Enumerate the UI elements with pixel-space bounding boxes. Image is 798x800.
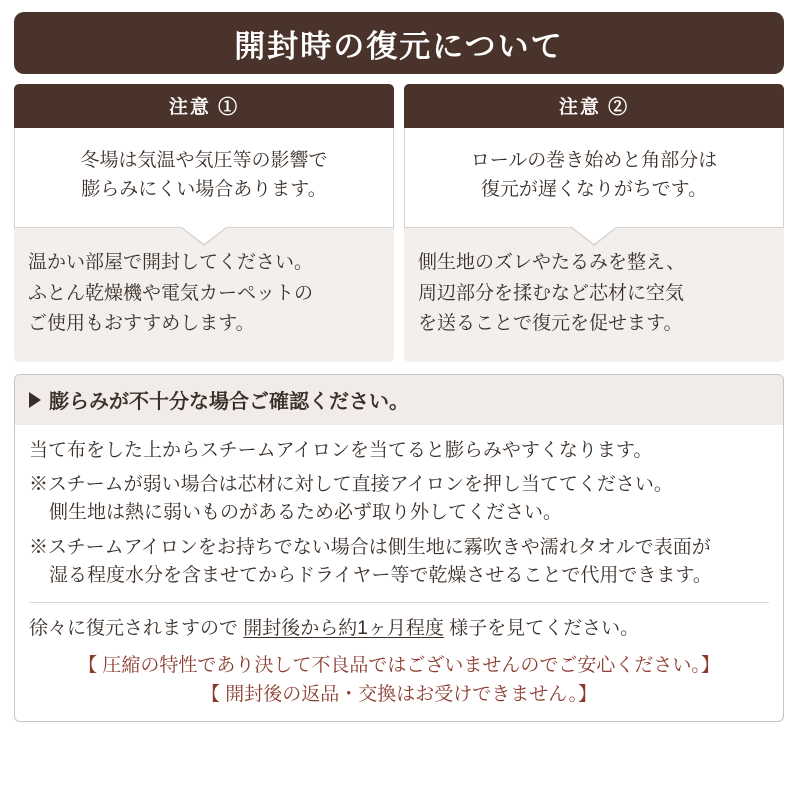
warning-note: 【 圧縮の特性であり決して不良品ではございませんのでご安心ください。】 bbox=[78, 655, 720, 677]
check-panel bbox=[14, 374, 784, 722]
caution-answer-line: を送ることで復元を促せます。 bbox=[418, 313, 683, 335]
caution-answer-1 bbox=[14, 228, 394, 362]
panel-line: 湿る程度水分を含ませてからドライヤー等で乾燥させることで代用できます。 bbox=[49, 564, 712, 586]
panel-paragraph bbox=[29, 534, 769, 590]
check-panel-title bbox=[15, 375, 783, 425]
check-panel-title-label: 膨らみが不十分な場合ご確認ください。 bbox=[49, 391, 409, 414]
caution-answer-2 bbox=[404, 228, 784, 362]
panel-line: 側生地は熱に弱いものがあるため必ず取り外してください。 bbox=[49, 502, 563, 524]
caution-problem-line: ロールの巻き始めと角部分は bbox=[470, 150, 718, 171]
arrow-down-icon bbox=[572, 227, 616, 244]
caution-answer-line: 周辺部分を揉むなど芯材に空気 bbox=[418, 282, 685, 304]
panel-paragraph bbox=[29, 471, 769, 527]
triangle-right-icon bbox=[29, 392, 41, 408]
check-panel-body bbox=[15, 425, 783, 590]
caution-heading-2: 注意 ② bbox=[404, 84, 784, 128]
caution-card-2 bbox=[404, 84, 784, 362]
header-banner bbox=[14, 12, 784, 74]
caution-problem-line: 膨らみにくい場合あります。 bbox=[81, 179, 327, 201]
warning-notes bbox=[15, 642, 783, 709]
panel-divider bbox=[29, 602, 769, 603]
closing-statement bbox=[15, 615, 783, 643]
panel-paragraph bbox=[29, 437, 769, 465]
caution-answer-line: 側生地のズレやたるみを整え、 bbox=[418, 251, 686, 273]
panel-line: 当て布をした上からスチームアイロンを当てると膨らみやすくなります。 bbox=[29, 440, 653, 462]
caution-problem-1 bbox=[14, 128, 394, 228]
arrow-down-icon bbox=[182, 227, 226, 244]
caution-answer-line: ふとん乾燥機や電気カーペットの bbox=[28, 282, 314, 304]
closing-underlined: 開封後から約1ヶ月程度 bbox=[243, 617, 444, 639]
closing-suffix: 様子を見てください。 bbox=[443, 617, 640, 639]
warning-note: 【 開封後の返品・交換はお受けできません。】 bbox=[201, 683, 597, 705]
caution-problem-2 bbox=[404, 128, 784, 228]
caution-answer-line: 温かい部屋で開封してください。 bbox=[28, 251, 314, 273]
closing-prefix: 徐々に復元されますので bbox=[29, 617, 244, 639]
panel-line: ※スチームが弱い場合は芯材に対して直接アイロンを押し当ててください。 bbox=[29, 474, 673, 496]
panel-line: ※スチームアイロンをお持ちでない場合は側生地に霧吹きや濡れタオルで表面が bbox=[29, 536, 711, 558]
caution-answer-line: ご使用もおすすめします。 bbox=[28, 313, 255, 335]
caution-heading-1: 注意 ① bbox=[14, 84, 394, 128]
caution-card-1 bbox=[14, 84, 394, 362]
caution-problem-line: 冬場は気温や気圧等の影響で bbox=[80, 150, 328, 171]
caution-problem-line: 復元が遅くなりがちです。 bbox=[480, 179, 708, 201]
caution-row bbox=[14, 84, 784, 362]
page-title: 開封時の復元について bbox=[234, 28, 564, 64]
